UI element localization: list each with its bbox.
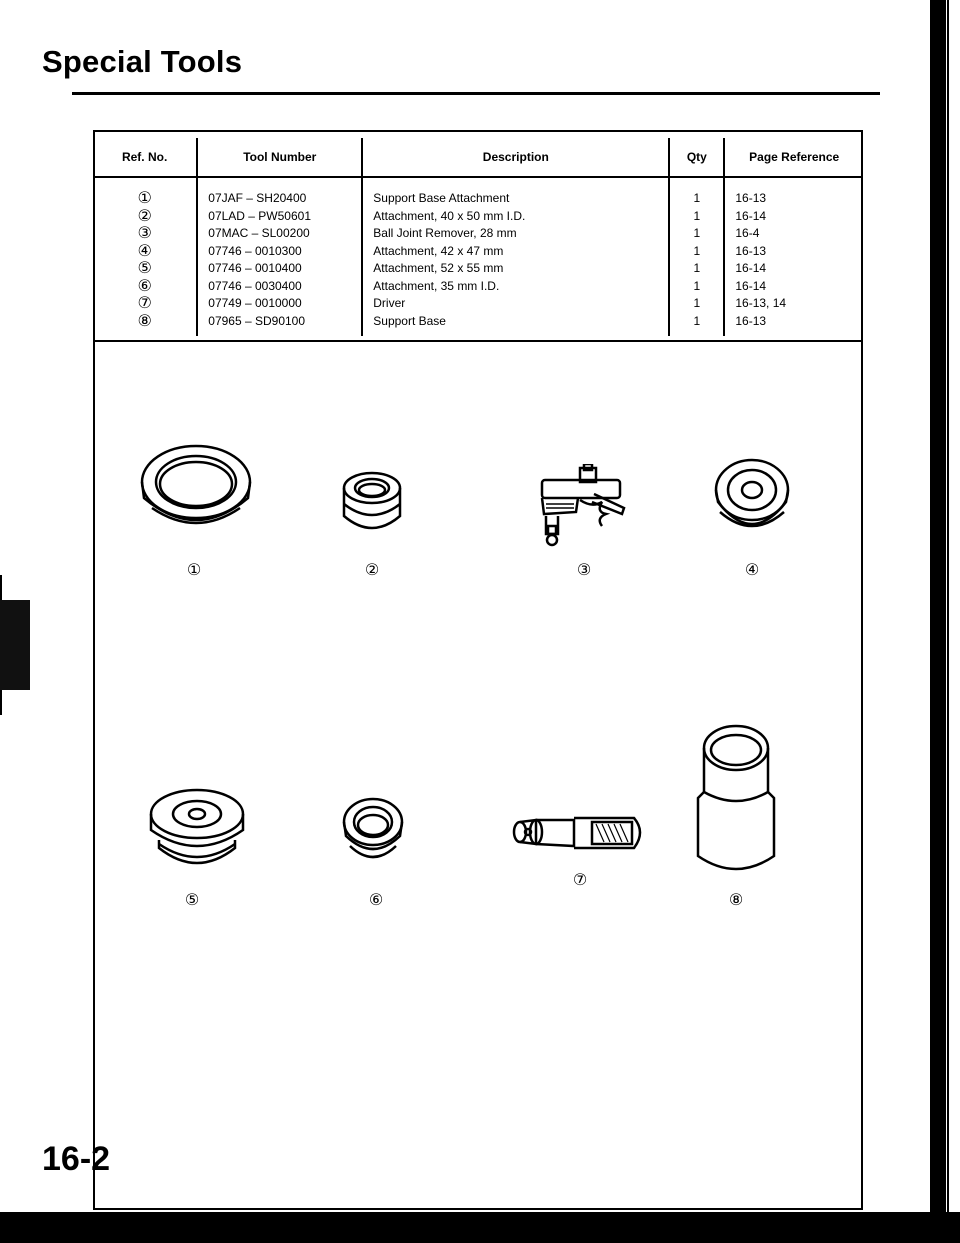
header-qty: Qty <box>669 138 724 177</box>
margin-line <box>947 0 949 1243</box>
tool-number-cell: 07LAD – PW50601 <box>208 208 311 223</box>
ref-cell: ⑦ <box>137 295 152 312</box>
tool-number-cell: 07746 – 0010400 <box>208 261 302 275</box>
illustration-label: ⑤ <box>184 892 200 909</box>
tools-table <box>93 138 863 336</box>
ref-cell: ④ <box>137 242 152 260</box>
qty-cell: 1 <box>693 243 701 258</box>
table-bottom-rule <box>93 340 863 342</box>
page-reference-cell: 16-13 <box>735 191 767 205</box>
illustration-label: ③ <box>576 562 592 579</box>
illustration-label: ① <box>186 562 202 579</box>
qty-cell: 1 <box>693 226 701 240</box>
description-column <box>362 177 669 336</box>
qty-cell: 1 <box>693 296 701 310</box>
page-number: 16-2 <box>42 1140 111 1178</box>
page-reference-cell: 16-4 <box>735 226 760 240</box>
support-base-attachment-illustration <box>138 442 254 538</box>
illustration-label: ⑦ <box>572 872 588 889</box>
qty-cell: 1 <box>693 208 701 223</box>
page-title: Special Tools <box>42 44 243 79</box>
header-tool-number: Tool Number <box>197 138 362 177</box>
attachment-35mm-illustration <box>340 796 406 868</box>
tool-number-cell: 07MAC – SL00200 <box>208 226 310 240</box>
description-cell: Attachment, 40 x 50 mm I.D. <box>373 208 526 223</box>
table-body-row <box>93 177 863 336</box>
description-cell: Ball Joint Remover, 28 mm <box>373 226 517 240</box>
qty-column <box>669 177 724 336</box>
ball-joint-remover-illustration <box>536 464 628 550</box>
description-cell: Attachment, 52 x 55 mm <box>373 261 504 275</box>
section-tab <box>0 600 30 690</box>
driver-illustration <box>512 808 646 856</box>
title-rule <box>72 92 880 95</box>
page-reference-cell: 16-14 <box>735 278 767 293</box>
description-cell: Attachment, 35 mm I.D. <box>373 278 500 293</box>
table-header-row <box>93 138 863 177</box>
illustration-label: ⑧ <box>728 892 744 909</box>
tool-number-cell: 07746 – 0010300 <box>208 243 302 258</box>
qty-cell: 1 <box>693 313 701 328</box>
ref-cell: ⑥ <box>137 277 152 295</box>
description-cell: Driver <box>373 296 406 310</box>
attachment-40x50-illustration <box>340 470 404 538</box>
description-cell: Attachment, 42 x 47 mm <box>373 243 504 258</box>
illustration-label: ② <box>364 562 380 579</box>
tool-number-column <box>197 177 362 336</box>
ref-cell: ③ <box>137 225 152 242</box>
illustration-label: ④ <box>744 562 760 579</box>
ref-cell: ⑧ <box>137 312 152 330</box>
description-cell: Support Base Attachment <box>373 191 510 205</box>
description-cell: Support Base <box>373 313 446 328</box>
ref-cell: ① <box>137 190 152 207</box>
ref-cell: ⑤ <box>137 260 152 277</box>
qty-cell: 1 <box>693 278 701 293</box>
header-ref-no: Ref. No. <box>93 138 197 177</box>
margin-bar <box>930 0 946 1243</box>
page-reference-column <box>724 177 863 336</box>
page-reference-cell: 16-13 <box>735 243 767 258</box>
support-base-illustration <box>696 722 776 876</box>
attachment-42x47-illustration <box>712 456 792 542</box>
page-reference-cell: 16-13 <box>735 313 767 328</box>
tool-number-cell: 07JAF – SH20400 <box>208 191 307 205</box>
bottom-strip <box>0 1212 960 1243</box>
qty-cell: 1 <box>693 191 701 205</box>
header-description: Description <box>362 138 669 177</box>
tool-number-cell: 07746 – 0030400 <box>208 278 302 293</box>
tool-number-cell: 07965 – SD90100 <box>208 313 306 328</box>
header-page-reference: Page Reference <box>724 138 863 177</box>
attachment-52x55-illustration <box>146 786 248 872</box>
tool-number-cell: 07749 – 0010000 <box>208 296 302 310</box>
qty-cell: 1 <box>693 261 701 275</box>
ref-column <box>93 177 197 336</box>
page-reference-cell: 16-13, 14 <box>735 296 787 310</box>
illustration-label: ⑥ <box>368 892 384 909</box>
page-reference-cell: 16-14 <box>735 208 767 223</box>
ref-cell: ② <box>137 207 152 225</box>
page-reference-cell: 16-14 <box>735 261 767 275</box>
